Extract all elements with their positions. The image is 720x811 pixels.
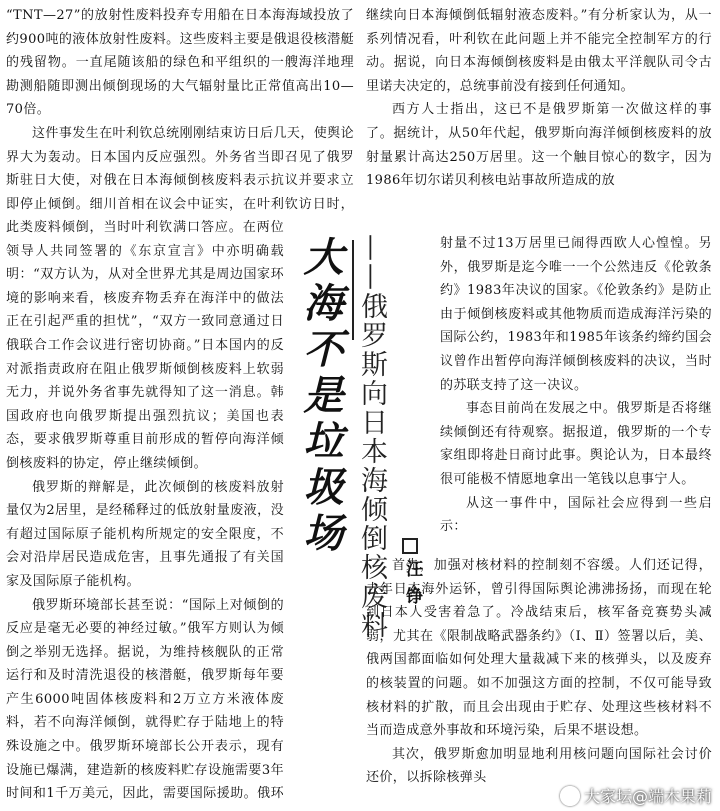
paragraph: 其次，俄罗斯愈加明显地利用核问题向国际社会讨价还价，以拆除核弹头 bbox=[366, 746, 712, 786]
author-name: 汪铮 bbox=[402, 560, 422, 614]
author-marker bbox=[402, 538, 418, 554]
paragraph: 继续向日本海倾倒低辐射液态废料。”有分析家认为，从一系列情况看，叶利钦在此问题上并不能完全控制军方的行动。据说，向日本海倾倒核废料是由俄太平洋舰队司令古里诺夫决定的，总统事前没有接到任何通知。 bbox=[366, 8, 712, 94]
article-subtitle: ——俄罗斯向日本海倾倒核废料 bbox=[356, 234, 387, 640]
article-left-top bbox=[6, 4, 354, 216]
paragraph: 西方人士指出，这已不是俄罗斯第一次做这样的事了。据统计，从50年代起，俄罗斯向海洋倾倒核废料的放射量累计高达250万居里。这一个触目惊心的数字，因为1986年切尔诺贝利核电站事故所造成的放 bbox=[366, 102, 712, 189]
paragraph: 射量不过13万居里已闹得西欧人心惶惶。另外，俄罗斯是迄今唯一一个公然违反《伦敦条约》1983年决议的国家。《伦敦条约》是防止由于倾倒核废料或其他物质而造成海洋污染的国际公约，1983年和1985年该条约缔约国会议曾作出暂停向海洋倾倒核废料的决议，当时的苏联支持了这一决议。 bbox=[440, 236, 712, 393]
camera-icon bbox=[560, 786, 580, 806]
article-right-mid bbox=[440, 232, 712, 554]
article-title: 大海不是垃圾场 bbox=[297, 236, 343, 558]
paragraph: 这件事发生在叶利钦总统刚刚结束访日后几天，使舆论界大为轰动。日本国内反应强烈。外务省当即召见了俄罗斯驻日大使，对俄在日本海倾倒核废料表示抗议并要求立即停止倾倒。细川首相在议会中证实，在叶利钦访日时， bbox=[6, 125, 354, 212]
article-left-mid bbox=[6, 216, 284, 806]
paragraph: 俄罗斯的辩解是，此次倾倒的核废料放射量仅为2居里，是经稀释过的低放射量废液，没有超过国际原子能机构所规定的安全限度，不会对沿岸居民造成危害，且事先通报了有关国家及国际原子能机构。 bbox=[6, 479, 284, 589]
watermark-text: 大家坛@端木果莉 bbox=[583, 787, 712, 806]
paragraph: 此类废料倾倒，当时叶利钦满口答应。在两位领导人共同签署的《东京宣言》中亦明确载明：“双方认为，从对全世界尤其是周边国家环境的影响来看，核废弃物丢弃在海洋中的做法正在引起严重的担忧”，“双方一致同意通过日俄联合工作会议进行密切协商。”日本国内的反对派指责政府在阻止俄罗斯倾倒核废料上软弱无力，并说外务省事先就得知了这一消息。韩国政府也向俄罗斯提出强烈抗议；美国也表态，要求俄罗斯尊重目前形成的暂停向海洋倾倒核废料的协定，停止继续倾倒。 bbox=[6, 220, 284, 471]
paragraph: “TNT—27”的放射性废料投弃专用船在日本海海域投放了约900吨的液体放射性废料。这些废料主要是俄退役核潜艇的残留物。一直尾随该船的绿色和平组织的一艘海洋地理勘测船随即测出倾倒现场的大气辐射量比正常值高出10—70倍。 bbox=[6, 8, 354, 118]
article-right-top bbox=[366, 4, 712, 232]
paragraph: 首先，加强对核材料的控制刻不容缓。人们还记得，去年日本海外运钚，曾引得国际舆论沸沸扬扬，而现在轮到日本人受害着急了。冷战结束后，核军备竞赛势头减弱，尤其在《限制战略武器条约》（Ⅰ、Ⅱ）签署以后，美、俄两国都面临如何处理大量裁减下来的核弹头，以及废弃的核装置的问题。如不加强这方面的控制，不仅可能导致核材料的扩散，而且会出现由于贮存、处理这些核材料不当而造成意外事故和环境污染，后果不堪设想。 bbox=[366, 558, 712, 739]
watermark bbox=[560, 784, 712, 807]
paragraph: 事态目前尚在发展之中。俄罗斯是否将继续倾倒还有待观察。据报道，俄罗斯的一个专家组即将赴日商讨此事。舆论认为，日本最终很可能极不情愿地拿出一笔钱以息事宁人。 bbox=[440, 401, 712, 487]
paragraph: 俄罗斯环境部长甚至说：“国际上对倾倒的反应是毫无必要的神经过敏。”俄军方则认为倾倒之举别无选择。据说，为维持核舰队的正常运行和及时清洗退役的核潜艇，俄罗斯每年要产生6000吨固体核废料和2万立方米液体废料，若不向海洋倾倒，就得贮存于陆地上的特殊设施之中。俄罗斯环境部长公开表示，现有设施已爆满，建造新的核废料贮存设施需要3年时间和1千万美元，因此，需要国际援助。俄环 bbox=[6, 597, 284, 802]
paragraph: 从这一事件中，国际社会应得到一些启示： bbox=[440, 495, 712, 535]
article-right-bottom bbox=[366, 554, 712, 808]
